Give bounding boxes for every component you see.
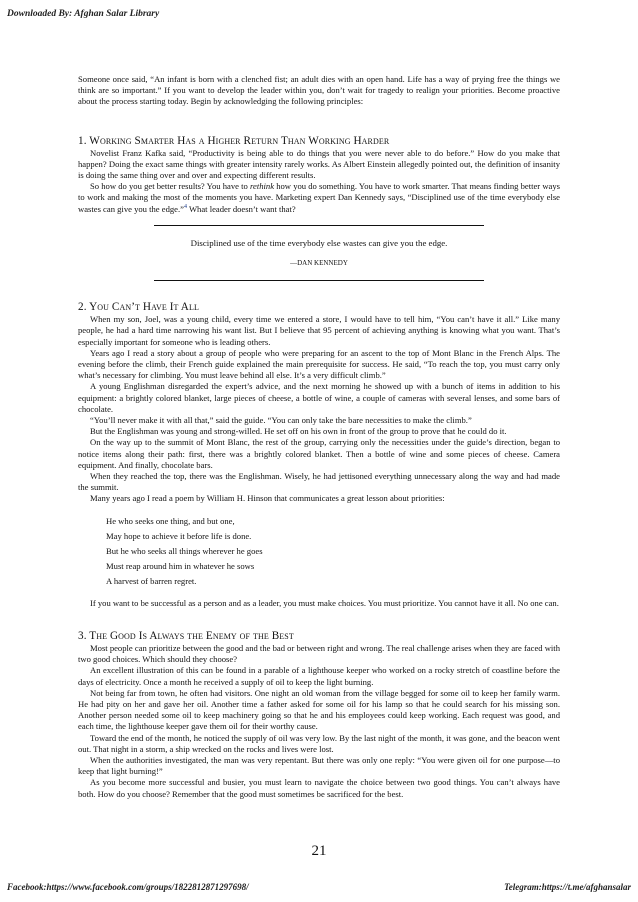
paragraph: When they reached the top, there was the Englishman. Wisely, he had jettisoned everything unnecessary along the way and had made the summit. xyxy=(78,471,560,493)
section-3-heading: 3. The Good Is Always the Enemy of the Best xyxy=(78,629,294,642)
pull-quote xyxy=(154,225,484,281)
quote-text: Disciplined use of the time everybody else wastes can give you the edge. xyxy=(190,237,448,248)
poem-line: May hope to achieve it before life is done. xyxy=(106,530,252,541)
paragraph: Toward the end of the month, he noticed the supply of oil was very low. By the last night of the month, it was gone, and the beacon went out. That night in a storm, a ship wrecked on the rocks and lives were lost. xyxy=(78,732,560,754)
paragraph: So how do you get better results? You have to rethink how you do something. You have to work smarter. That means finding better ways to work and making the most of the moments you have. Marketing expert Dan Kennedy says, “Disciplined use of the time everybody else wastes can give you the edge.”$^4$ What leader doesn’t want that? xyxy=(78,181,561,214)
footnote-ref[interactable]: 4 xyxy=(183,203,187,210)
poem-line: A harvest of barren regret. xyxy=(106,575,197,586)
telegram-footer-link[interactable]: Telegram:https://t.me/afghansalar xyxy=(504,882,631,892)
paragraph: Years ago I read a story about a group of people who were preparing for an ascent to the top of Mont Blanc in the French Alps. The evening before the climb, their French guide explained the main prerequisite for success. He said, “To reach the top, you must carry only what’s necessary for climbing. You must leave behind all else. It’s a very difficult climb.” xyxy=(78,347,560,381)
section-1-heading: 1. Working Smarter Has a Higher Return Than Working Harder xyxy=(78,134,390,147)
page-content xyxy=(78,74,560,800)
paragraph: Novelist Franz Kafka said, “Productivity is being able to do things that you were never able to do before.” How do you make that happen? Doing the exact same things with greater intensity rarely works. As Albert Einstein allegedly pointed out, the definition of insanity is doing the same thing over and over and expecting different results. xyxy=(78,147,560,181)
poem xyxy=(106,514,560,589)
poem-line: Must reap around him in whatever he sows xyxy=(106,560,255,571)
paragraph: As you become more successful and busier, you must learn to navigate the choice between two good things. You can’t always have both. How do you choose? Remember that the good must sometimes be sacrificed for the best. xyxy=(78,777,560,799)
facebook-footer-link[interactable]: Facebook:https://www.facebook.com/groups/1822812871297698/ xyxy=(7,882,249,892)
paragraph: Not being far from town, he often had visitors. One night an old woman from the village begged for some oil to keep her family warm. He had pity on her and gave her oil. Another time a father asked for some oil for his lamp so that he could search for his missing son. Another person needed some oil to keep machinery going so that he and his employees could keep working. Each request was good, and each time, the lighthouse keeper gave them oil for their worthy cause. xyxy=(78,687,560,732)
paragraph: “You’ll never make it with all that,” said the guide. “You can only take the bare necessities to make the climb.” xyxy=(90,415,472,426)
paragraph: An excellent illustration of this can be found in a parable of a lighthouse keeper who worked on a rocky stretch of coastline before the days of electricity. Once a month he received a supply of oil to keep the light burning. xyxy=(78,665,560,687)
paragraph: Many years ago I read a poem by William H. Hinson that communicates a great lesson about priorities: xyxy=(90,493,445,504)
paragraph: But the Englishman was young and strong-willed. He set off on his own in front of the group to prove that he could do it. xyxy=(90,426,507,437)
page-number: 21 xyxy=(311,843,327,859)
poem-line: He who seeks one thing, and but one, xyxy=(106,515,235,526)
paragraph: Most people can prioritize between the good and the bad or between right and wrong. The real challenge arises when they are faced with two good choices. Which should they choose? xyxy=(78,642,560,665)
quote-author: —DAN KENNEDY xyxy=(290,259,348,268)
paragraph: On the way up to the summit of Mont Blanc, the rest of the group, carrying only the necessities under the guide’s direction, began to notice items along their path: first, there was a brightly colored blanket. Then a bottle of wine and some pieces of cheese. Camera equipment. And finally, chocolate bars. xyxy=(78,437,560,470)
paragraph: When my son, Joel, was a young child, every time we entered a store, I would have to tell him, “You can’t have it all.” Like many people, he had a hard time narrowing his want list. But I believe that 95 percent of achieving anything is knowing what you want. That’s especially important for someone who is leading others. xyxy=(78,314,560,347)
section-2-heading: 2. You Can’t Have It All xyxy=(78,301,199,314)
paragraph: A young Englishman disregarded the expert’s advice, and the next morning he showed up with a bunch of items in addition to his equipment: a brightly colored blanket, large pieces of cheese, a bottle of wine, a couple of cameras with several lenses, and some bars of chocolate. xyxy=(78,381,560,414)
intro-paragraph: Someone once said, “An infant is born with a clenched fist; an adult dies with an open hand. Life has a way of prying free the things we think are so important.” If you want to develop the leader within you, don’t wait for tragedy to realign your priorities. Become proactive about the process starting today. Begin by acknowledging the following principles: xyxy=(78,74,560,107)
paragraph: If you want to be successful as a person and as a leader, you must make choices. You must prioritize. You cannot have it all. No one can. xyxy=(90,597,559,608)
download-header: Downloaded By: Afghan Salar Library xyxy=(7,9,160,19)
paragraph: When the authorities investigated, the man was very repentant. But there was only one reply: “You were given oil for one purpose—to keep that light burning!” xyxy=(78,754,560,777)
poem-line: But he who seeks all things wherever he goes xyxy=(106,545,263,556)
